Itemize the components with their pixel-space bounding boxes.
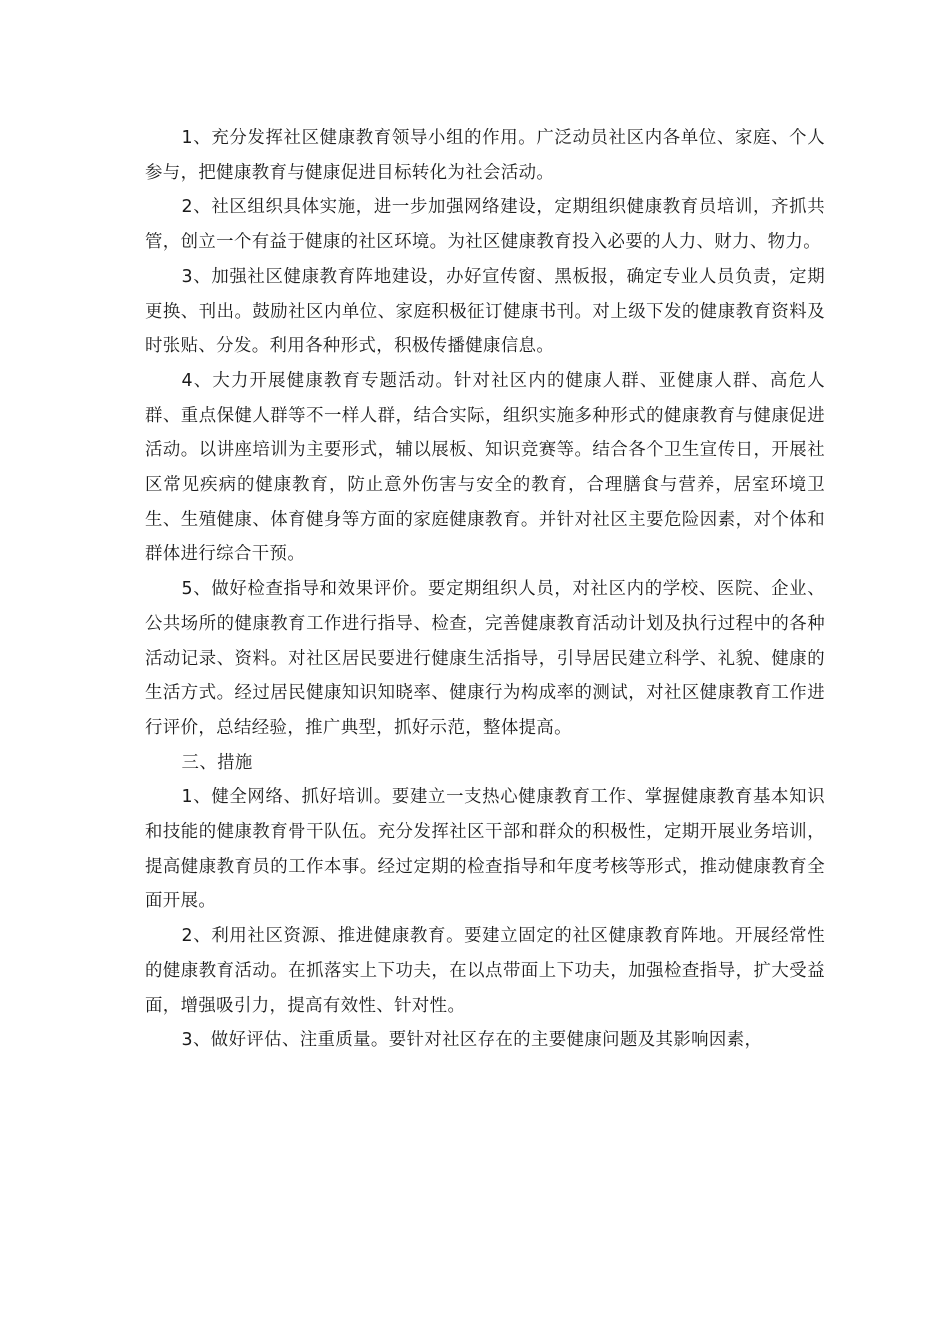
section-heading-measures: 三、措施: [181, 752, 253, 773]
document-body: [145, 121, 825, 1058]
paragraph-item-3: 3、加强社区健康教育阵地建设，办好宣传窗、黑板报，确定专业人员负责，定期更换、刊出。鼓励社区内单位、家庭积极征订健康书刊。对上级下发的健康教育资料及时张贴、分发。利用各种形式，积极传播健康信息。: [145, 266, 825, 357]
paragraph-item-4: 4、大力开展健康教育专题活动。针对社区内的健康人群、亚健康人群、高危人群、重点保健人群等不一样人群，结合实际，组织实施多种形式的健康教育与健康促进活动。以讲座培训为主要形式，辅以展板、知识竞赛等。结合各个卫生宣传日，开展社区常见疾病的健康教育，防止意外伤害与安全的教育，合理膳食与营养，居室环境卫生、生殖健康、体育健身等方面的家庭健康教育。并针对社区主要危险因素，对个体和群体进行综合干预。: [145, 370, 825, 565]
paragraph-item-1: 1、充分发挥社区健康教育领导小组的作用。广泛动员社区内各单位、家庭、个人参与，把健康教育与健康促进目标转化为社会活动。: [145, 128, 825, 183]
measure-item-1: 1、健全网络、抓好培训。要建立一支热心健康教育工作、掌握健康教育基本知识和技能的健康教育骨干队伍。充分发挥社区干部和群众的积极性，定期开展业务培训，提高健康教育员的工作本事。经过定期的检查指导和年度考核等形式，推动健康教育全面开展。: [145, 787, 825, 912]
measure-item-3: 3、做好评估、注重质量。要针对社区存在的主要健康问题及其影响因素，: [181, 1030, 763, 1051]
paragraph-item-5: 5、做好检查指导和效果评价。要定期组织人员，对社区内的学校、医院、企业、公共场所的健康教育工作进行指导、检查，完善健康教育活动计划及执行过程中的各种活动记录、资料。对社区居民要进行健康生活指导，引导居民建立科学、礼貌、健康的生活方式。经过居民健康知识知晓率、健康行为构成率的测试，对社区健康教育工作进行评价，总结经验，推广典型，抓好示范，整体提高。: [145, 579, 825, 738]
paragraph-item-2: 2、社区组织具体实施，进一步加强网络建设，定期组织健康教育员培训，齐抓共管，创立一个有益于健康的社区环境。为社区健康教育投入必要的人力、财力、物力。: [145, 197, 825, 253]
measure-item-2: 2、利用社区资源、推进健康教育。要建立固定的社区健康教育阵地。开展经常性的健康教育活动。在抓落实上下功夫，在以点带面上下功夫，加强检查指导，扩大受益面，增强吸引力，提高有效性、针对性。: [145, 926, 825, 1016]
